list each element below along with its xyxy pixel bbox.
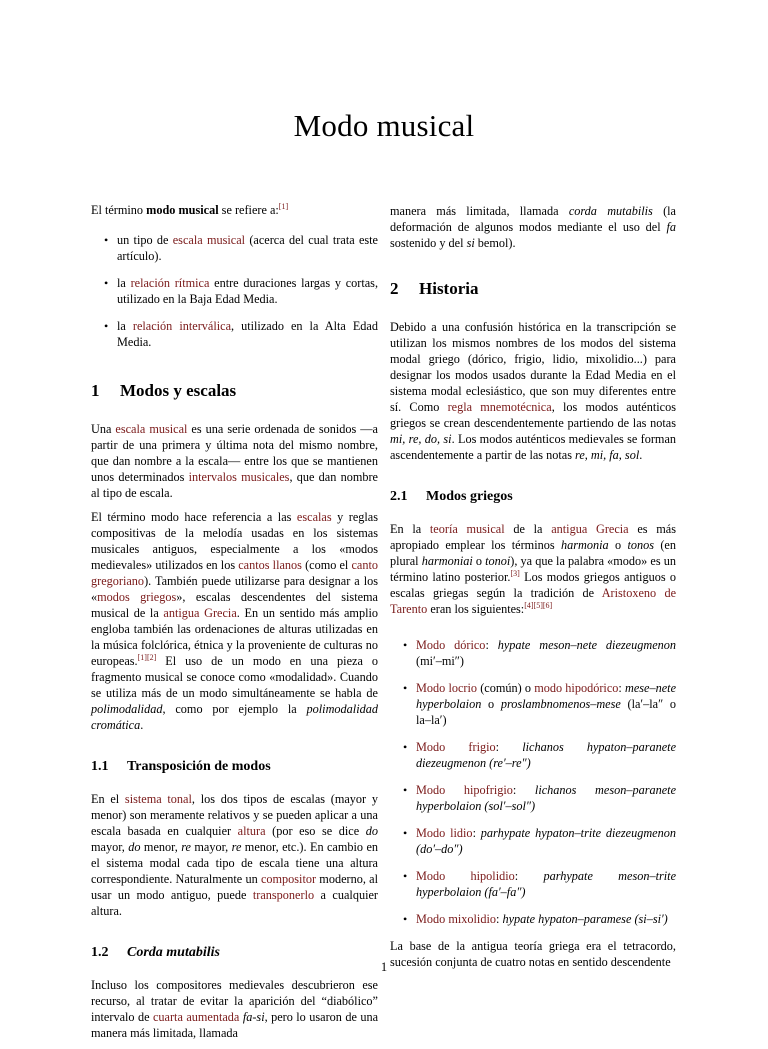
section-heading-1-2: 1.2 Corda mutabilis	[91, 945, 220, 960]
list-item: • un tipo de escala musical (acerca del cual trata este artículo).	[117, 232, 378, 264]
section-heading-2-1: 2.1 Modos griegos	[390, 489, 513, 504]
link-modo-locrio[interactable]: Modo locrio	[416, 681, 478, 695]
ref-link[interactable]: [1]	[278, 201, 289, 211]
list-item: • Modo dórico: hypate meson–nete diezeugmenon (mi′–mi″)	[416, 637, 676, 669]
link-modos-griegos[interactable]: modos griegos	[97, 590, 177, 604]
modes-list	[390, 637, 676, 927]
link-cantos-llanos[interactable]: cantos llanos	[238, 558, 302, 572]
left-column	[91, 202, 378, 1049]
link-antigua-grecia[interactable]: antigua Grecia	[163, 606, 237, 620]
link-transponerlo[interactable]: transponerlo	[252, 888, 315, 902]
list-item: • Modo frigio: lichanos hypaton–paranete diezeugmenon (re′–re″)	[416, 739, 676, 771]
link-sistema-tonal[interactable]: sistema tonal	[124, 792, 192, 806]
ref-link[interactable]: [1]	[137, 652, 147, 662]
section-heading-1: 1 Modos y escalas	[91, 381, 237, 400]
link-compositor[interactable]: compositor	[260, 872, 317, 886]
link-modo-mixolidio[interactable]: Modo mixolidio	[416, 912, 496, 926]
paragraph: Debido a una confusión histórica en la transcripción se utilizan los mismos nombres de los modos del sistema modal griego (dórico, frigio, lidio, mixolidio...) para designar los modos usados durante la Edad Media en el sistema modal eclesiástico, que son muy diferentes entre sí. Como regla mnemotécnica, los modos auténticos griegos se crean descendentemente partiendo de las notas mi, re, do, si. Los modos auténticos medievales se forman ascendentemente a partir de las notas re, mi, fa, sol.	[390, 320, 677, 462]
intro-term: modo musical	[146, 203, 219, 217]
link-escala-musical[interactable]: escala musical	[172, 233, 246, 247]
list-item: • Modo locrio (común) o modo hipodórico: mese–nete hyperbolaion o proslambnomenos–mese (la′–la″ o la–la′)	[416, 680, 676, 728]
intro-text-end: se refiere a:	[218, 203, 279, 217]
link-regla-mnemotecnica[interactable]: regla mnemotécnica	[447, 400, 552, 414]
paragraph: En el sistema tonal, los dos tipos de escalas (mayor y menor) son meramente relativos y se pueden aplicar a una escala basada en cualquier altura (por eso se dice do mayor, do menor, re mayor, re menor, etc.). En cambio en el sistema modal cada tipo de escala tiene una altura correspondiente. Naturalmente un compositor moderno, al usar un modo antiguo, puede transponerlo a cualquier altura.	[91, 792, 379, 918]
link-antigua-grecia[interactable]: antigua Grecia	[551, 522, 629, 536]
link-modo-hipodorico[interactable]: modo hipodórico	[534, 681, 619, 695]
intro-paragraph	[91, 202, 378, 218]
paragraph: La base de la antigua teoría griega era el tetracordo, sucesión conjunta de cuatro notas en sentido descendente	[390, 939, 676, 969]
paragraph: Una escala musical es una serie ordenada de sonidos —a partir de una primera y última nota del mismo nombre, que dan nombre a la escala— entre los que se mantienen unos determinados intervalos musicales, que dan nombre al tipo de escala.	[91, 422, 378, 500]
link-aristoxeno[interactable]: Aristoxeno de Tarento	[390, 586, 677, 616]
paragraph: Incluso los compositores medievales descubrieron ese recurso, al tratar de evitar la aparición del “diabólico” intervalo de cuarta aumentada fa-si, pero lo usaron de una manera más limitada, llamada	[91, 978, 379, 1040]
link-altura[interactable]: altura	[237, 824, 266, 838]
link-relacion-ritmica[interactable]: relación rítmica	[130, 276, 210, 290]
link-cuarta-aumentada[interactable]: cuarta aumentada	[152, 1010, 240, 1024]
section-heading-1-1: 1.1 Transposición de modos	[91, 759, 271, 774]
ref-link[interactable]: [2]	[146, 652, 157, 662]
link-teoria-musical[interactable]: teoría musical	[429, 522, 505, 536]
list-item: • Modo mixolidio: hypate hypaton–paramese (si–si′)	[416, 911, 676, 927]
link-modo-frigio[interactable]: Modo frigio	[416, 740, 496, 754]
list-item: • Modo hipofrigio: lichanos meson–paranete hyperbolaion (sol′–sol″)	[416, 782, 676, 814]
right-column	[390, 203, 676, 978]
page-number: 1	[380, 960, 388, 974]
list-item: • la relación interválica, utilizado en la Alta Edad Media.	[117, 318, 378, 350]
link-modo-hipofrigio[interactable]: Modo hipofrigio	[416, 783, 513, 797]
link-escala-musical[interactable]: escala musical	[115, 422, 188, 436]
link-relacion-intervalica[interactable]: relación interválica	[132, 319, 232, 333]
link-escalas[interactable]: escalas	[296, 510, 332, 524]
list-item: • Modo lidio: parhypate hypaton–trite diezeugmenon (do′–do″)	[416, 825, 676, 857]
intro-text: El término	[91, 203, 147, 217]
paragraph-continued: manera más limitada, llamada corda mutabilis (la deformación de algunos modos mediante el uso del fa sostenido y del si bemol).	[390, 204, 676, 250]
page-title: Modo musical	[293, 108, 475, 143]
link-modo-dorico[interactable]: Modo dórico	[416, 638, 486, 652]
link-intervalos-musicales[interactable]: intervalos musicales	[188, 470, 290, 484]
paragraph: En la teoría musical de la antigua Grecia es más apropiado emplear los términos harmonia o tonos (en plural harmoniai o tonoi), ya que la palabra «modo» es un término latino posterior.[3] Los modos griegos antiguos o escalas griegas según la tradición de Aristoxeno de Tarento eran los siguientes:[4][5][6]	[390, 522, 677, 616]
list-item: • Modo hipolidio: parhypate meson–trite hyperbolaion (fa′–fa″)	[416, 868, 676, 900]
link-modo-hipolidio[interactable]: Modo hipolidio	[416, 869, 515, 883]
list-item: • la relación rítmica entre duraciones largas y cortas, utilizado en la Baja Edad Media.	[117, 275, 378, 307]
paragraph: El término modo hace referencia a las escalas y reglas compositivas de la melodía usadas en los sistemas musicales antiguos, especialmente a los «modos medievales» utilizados en los cantos llanos (como el canto gregoriano). También puede utilizarse para designar a los «modos griegos», escalas descendentes del sistema musical de la antigua Grecia. En un sentido más amplio engloba también las ordenaciones de alturas utilizadas en la música folclórica, étnica y la proveniente de culturas no europeas.[1][2] El uso de un modo en una pieza o fragmento musical se conoce como «modalidad». Cuando se utiliza más de un modo simultáneamente se habla de polimodalidad, como por ejemplo la polimodalidad cromática.	[91, 510, 379, 732]
ref-link[interactable]: [4][5][6]	[524, 600, 553, 610]
ref-link[interactable]: [3]	[510, 568, 520, 578]
section-heading-2: 2 Historia	[390, 279, 479, 298]
meanings-list	[91, 232, 378, 350]
link-modo-lidio[interactable]: Modo lidio	[416, 826, 473, 840]
link-canto-gregoriano[interactable]: canto gregoriano	[91, 558, 378, 588]
